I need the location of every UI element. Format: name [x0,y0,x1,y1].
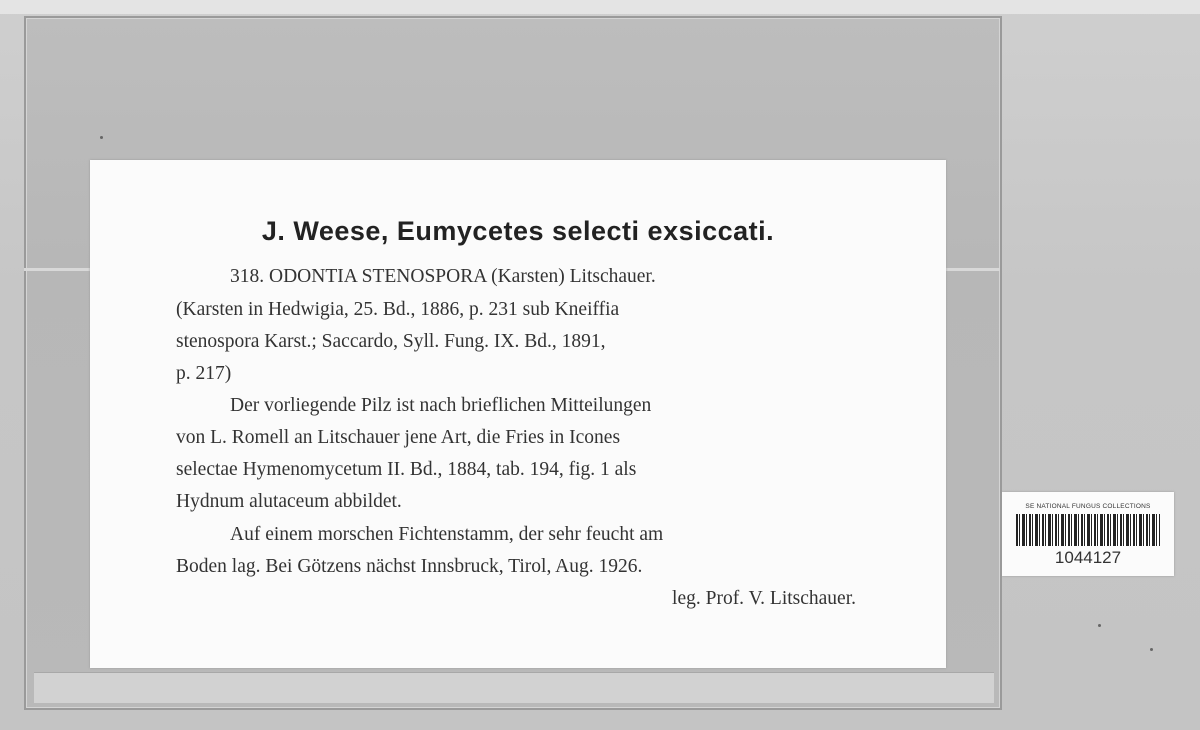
label-line-habitat-2: Boden lag. Bei Götzens nächst Innsbruck, Tirol, Aug. 1926. [176,556,643,577]
dust-speck [100,136,103,139]
packet-bottom-edge [34,672,994,703]
top-edge [0,0,1200,14]
label-line-note-2: von L. Romell an Litschauer jene Art, die Fries in Icones [176,427,621,448]
label-line-collector: leg. Prof. V. Litschauer. [672,588,856,609]
specimen-label [90,160,946,668]
label-line-citation-2: stenospora Karst.; Saccardo, Syll. Fung. IX. Bd., 1891, [176,331,606,352]
dust-speck [1150,648,1153,651]
dust-speck [1098,624,1101,627]
label-line-habitat-1: Auf einem morschen Fichtenstamm, der sehr feucht am [230,524,664,545]
barcode-header: SE NATIONAL FUNGUS COLLECTIONS [1025,503,1151,510]
label-line-note-1: Der vorliegende Pilz ist nach brieflichen Mitteilungen [230,395,652,416]
barcode-label [1002,492,1174,576]
barcode-icon [1016,514,1160,546]
label-line-note-4: Hydnum alutaceum abbildet. [176,491,402,512]
label-line-note-3: selectae Hymenomycetum II. Bd., 1884, tab. 194, fig. 1 als [176,459,637,480]
label-line-citation-1: (Karsten in Hedwigia, 25. Bd., 1886, p. 231 sub Kneiffia [176,299,620,320]
label-title: J. Weese, Eumycetes selecti exsiccati. [261,216,775,246]
label-line-species: 318. ODONTIA STENOSPORA (Karsten) Litschauer. [230,266,656,287]
label-line-citation-3: p. 217) [176,363,232,384]
barcode-number: 1044127 [1054,548,1122,567]
